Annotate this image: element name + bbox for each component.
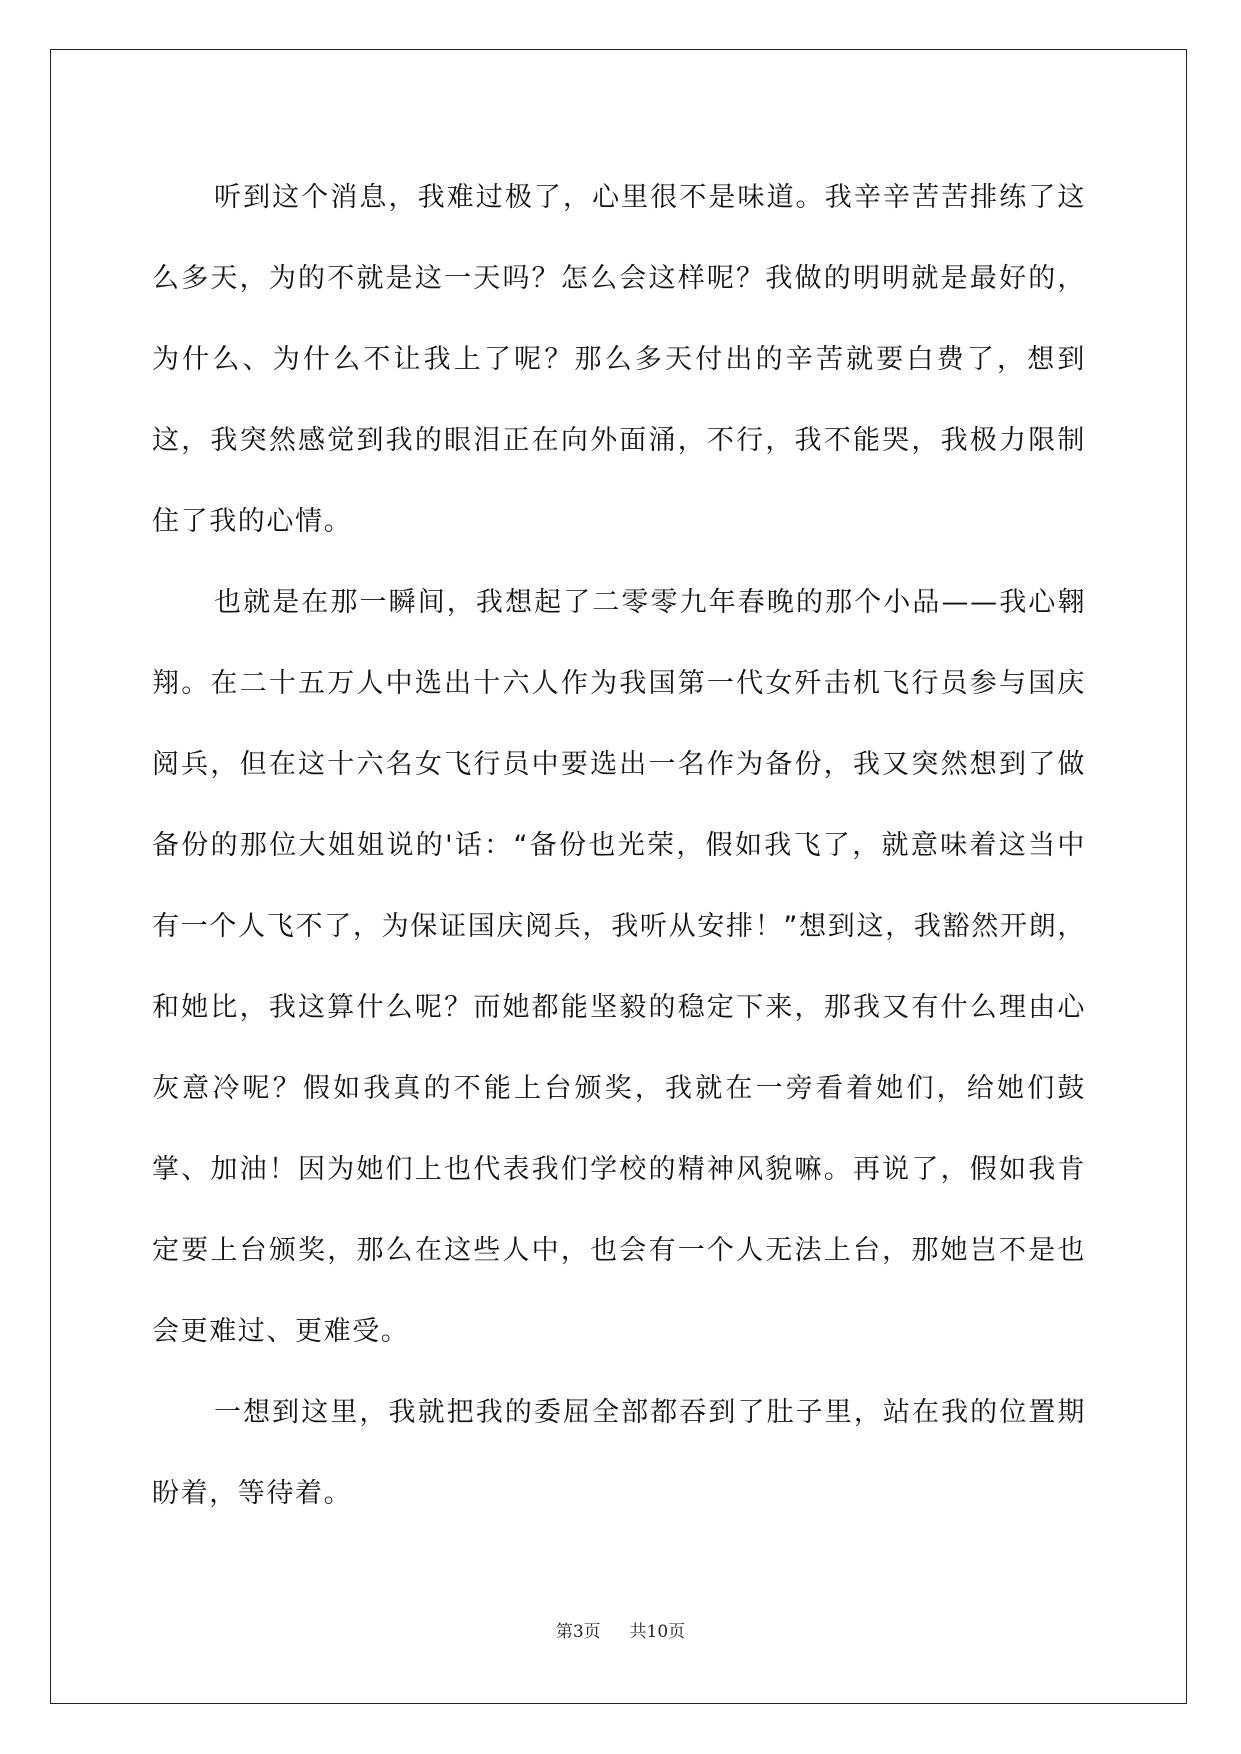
page-number: 第3页 — [555, 1622, 601, 1642]
paragraph-2: 也就是在那一瞬间，我想起了二零零九年春晚的那个小品——我心翱翔。在二十五万人中选出十六人作为我国第一代女歼击机飞行员参与国庆阅兵，但在这十六名女飞行员中要选出一名作为备份，我又突然想到了做备份的那位大姐姐说的'话：“备份也光荣，假如我飞了，就意味着这当中有一个人飞不了，为保证国庆阅兵，我听从安排！”想到这，我豁然开朗，和她比，我这算什么呢？而她都能坚毅的稳定下来，那我又有什么理由心灰意冷呢？假如我真的不能上台颁奖，我就在一旁看着她们，给她们鼓掌、加油！因为她们上也代表我们学校的精神风貌嘛。再说了，假如我肯定要上台颁奖，那么在这些人中，也会有一个人无法上台，那她岂不是也会更难过、更难受。 — [152, 587, 1086, 1347]
total-pages: 共10页 — [629, 1622, 686, 1642]
document-body — [152, 157, 1086, 1534]
paragraph-1: 听到这个消息，我难过极了，心里很不是味道。我辛辛苦苦排练了这么多天，为的不就是这一天吗？怎么会这样呢？我做的明明就是最好的，为什么、为什么不让我上了呢？那么多天付出的辛苦就要白费了，想到这，我突然感觉到我的眼泪正在向外面涌，不行，我不能哭，我极力限制住了我的心情。 — [152, 182, 1086, 537]
paragraph-3: 一想到这里，我就把我的委屈全部都吞到了肚子里，站在我的位置期盼着，等待着。 — [152, 1397, 1086, 1509]
page-footer — [0, 1617, 1241, 1642]
